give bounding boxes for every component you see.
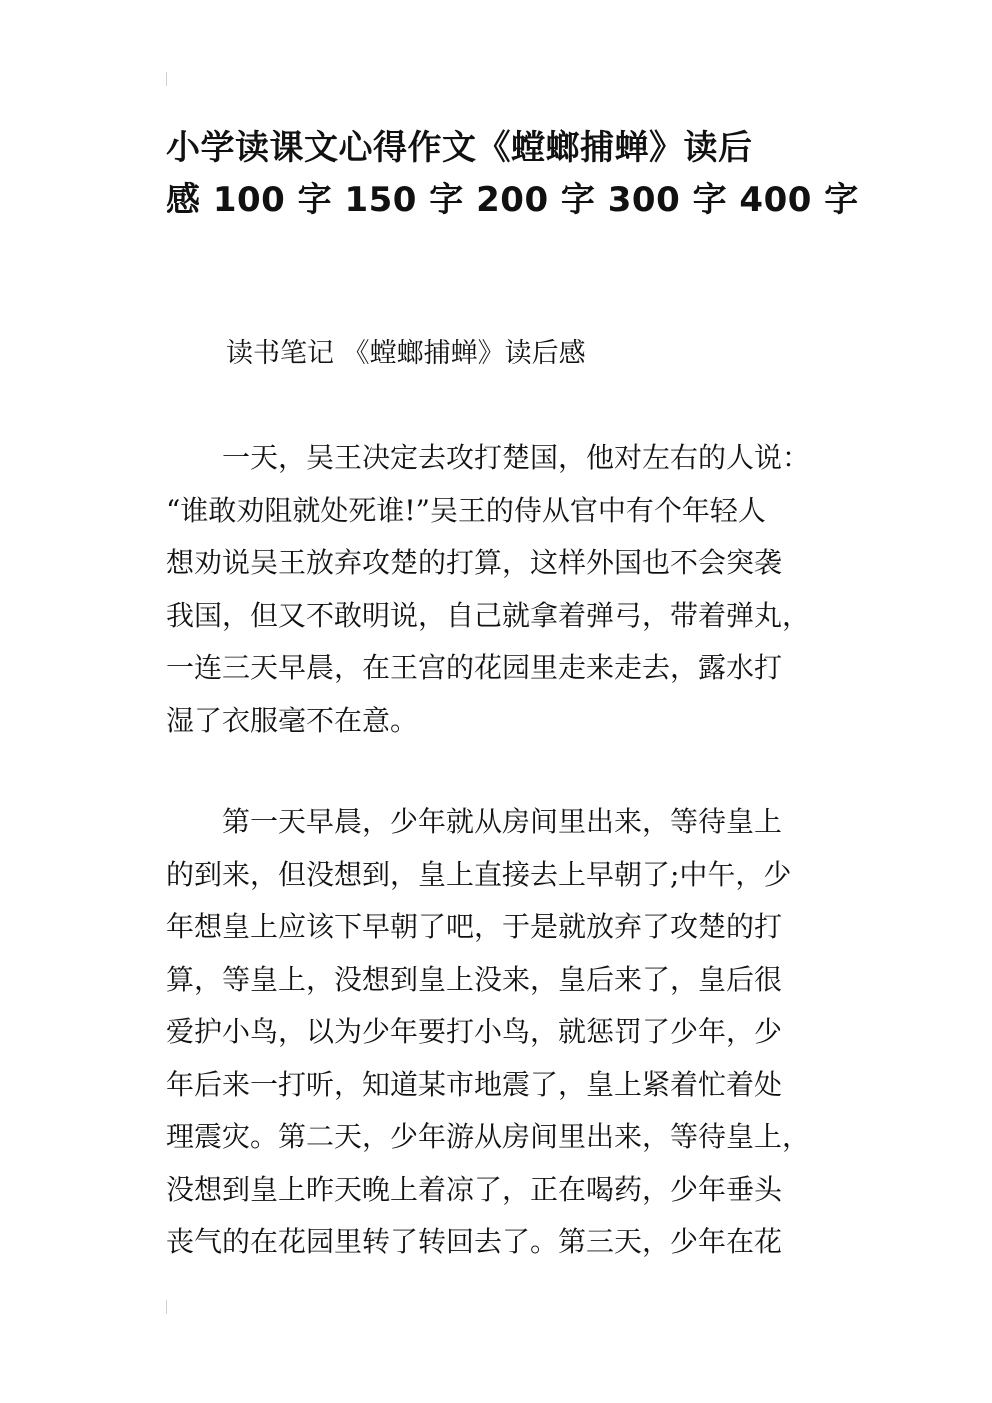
page-corner-mark-top — [166, 72, 167, 86]
text-line: 丧气的在花园里转了转回去了。第三天，少年在花 — [166, 1225, 783, 1258]
text-line: 第一天早晨，少年就从房间里出来，等待皇上 — [166, 805, 783, 838]
text-line: 年后来一打听，知道某市地震了，皇上紧着忙着处 — [166, 1067, 783, 1101]
text-line: 的到来，但没想到，皇上直接去上早朝了;中午，少 — [166, 857, 792, 891]
page-corner-mark-bottom — [166, 1300, 167, 1314]
body-paragraph-1 — [166, 432, 846, 747]
reading-note-heading: 读书笔记 《螳螂捕蝉》读后感 — [226, 338, 586, 369]
body-paragraph-2 — [166, 796, 846, 1269]
text-line: 想劝说吴王放弃攻楚的打算，这样外国也不会突袭 — [166, 546, 783, 579]
text-line: 我国，但又不敢明说，自己就拿着弹弓，带着弹丸， — [166, 598, 811, 632]
text-line: 爱护小鸟，以为少年要打小鸟，就惩罚了少年，少 — [166, 1015, 783, 1048]
text-line: 理震灾。第二天，少年游从房间里出来，等待皇上， — [166, 1120, 811, 1153]
text-line: 没想到皇上昨天晚上着凉了，正在喝药，少年垂头 — [166, 1172, 783, 1206]
title-line: 小学读课文心得作文《螳螂捕蝉》读后 — [166, 128, 753, 168]
text-line: 一连三天早晨，在王宫的花园里走来走去，露水打 — [166, 651, 783, 684]
text-line: 算，等皇上，没想到皇上没来，皇后来了，皇后很 — [166, 962, 783, 996]
text-line: “谁敢劝阻就处死谁!”吴王的侍从官中有个年轻人 — [166, 493, 766, 527]
document-title — [166, 122, 859, 226]
title-line: 感 100 字 150 字 200 字 300 字 400 字 — [166, 180, 859, 220]
text-line: 年想皇上应该下早朝了吧，于是就放弃了攻楚的打 — [166, 910, 783, 943]
text-line: 一天，吴王决定去攻打楚国，他对左右的人说： — [166, 441, 811, 474]
text-line: 湿了衣服毫不在意。 — [166, 703, 419, 737]
